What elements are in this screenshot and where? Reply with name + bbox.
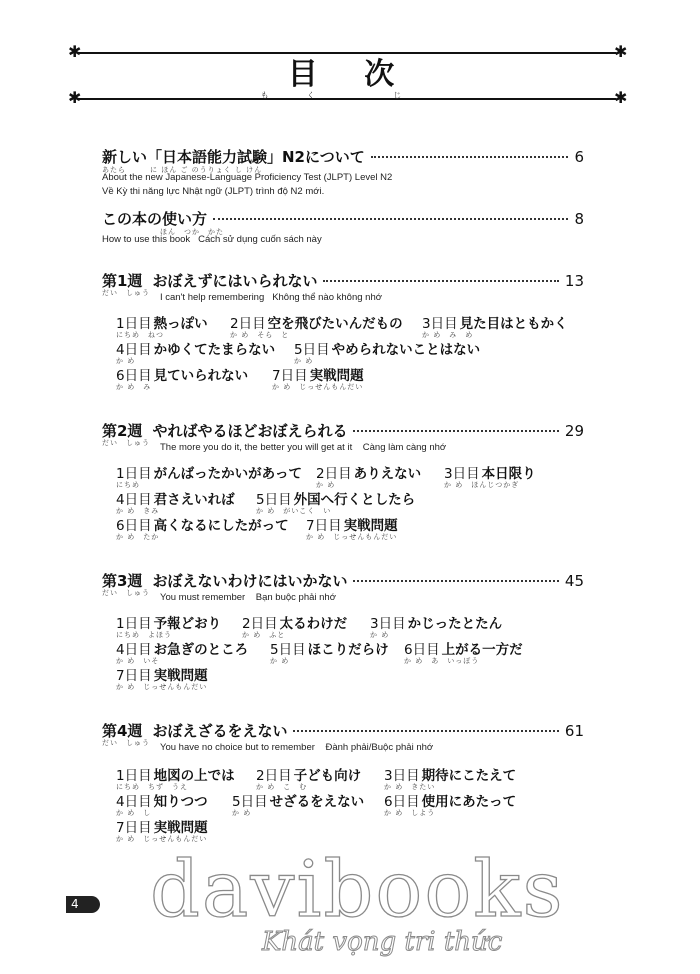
day-ruby: か め たか <box>116 533 160 541</box>
toc-day-item[interactable] <box>384 790 516 810</box>
toc-day-item[interactable] <box>116 612 221 632</box>
toc-day-item[interactable] <box>306 514 398 534</box>
day-ruby: か め み <box>116 383 152 391</box>
leader-dots <box>293 730 558 732</box>
week-subtitle <box>160 742 433 753</box>
day-ruby: か め し <box>116 809 152 817</box>
day-number: 5日目 <box>294 342 330 358</box>
entry-en-vi <box>102 234 322 245</box>
week-subtitle <box>160 442 446 453</box>
star-ornament-icon: ✱ <box>68 42 82 61</box>
day-number: 1日目 <box>116 768 152 784</box>
week-page: 45 <box>564 572 584 590</box>
week-title: やればやるほどおぼえられる <box>152 422 348 440</box>
day-number: 2日目 <box>230 316 266 332</box>
day-title: 地図の上では <box>153 768 235 784</box>
day-ruby: か め じっせんもんだい <box>116 683 208 691</box>
day-number: 1日目 <box>116 616 152 632</box>
week-subtitle <box>160 592 336 603</box>
day-title: ほこりだらけ <box>307 642 389 658</box>
day-number: 7日目 <box>116 668 152 684</box>
day-title: やめられないことはない <box>331 342 481 358</box>
toc-day-item[interactable] <box>242 612 347 632</box>
entry-vi: Về Kỳ thi năng lực Nhật ngữ (JLPT) trình độ N2 mới. <box>102 186 325 197</box>
day-title: 見た目はともかく <box>459 316 568 332</box>
toc-week-1[interactable] <box>102 270 584 291</box>
day-number: 6日目 <box>404 642 440 658</box>
day-ruby: か め ほんじつかぎ <box>444 481 520 489</box>
day-title: 君さえいれば <box>153 492 235 508</box>
day-title: 本日限り <box>481 466 536 482</box>
week-ruby: だい しゅう <box>102 589 150 597</box>
day-ruby: か め <box>116 357 136 365</box>
week-ruby: だい しゅう <box>102 289 150 297</box>
week-subtitle <box>160 292 382 303</box>
week-page: 13 <box>564 272 584 290</box>
toc-day-item[interactable] <box>270 638 389 658</box>
week-ruby: だい しゅう <box>102 439 150 447</box>
week-page: 61 <box>564 722 584 740</box>
day-title: 子ども向け <box>293 768 362 784</box>
day-ruby: にちめ よほう <box>116 631 172 639</box>
entry-title: この本の使い方 <box>102 210 208 228</box>
day-ruby: か め あ いっぽう <box>404 657 480 665</box>
day-ruby: か め <box>370 631 390 639</box>
watermark-tagline: Khát vọng tri thức <box>262 927 503 957</box>
day-title: 実戦問題 <box>153 668 208 684</box>
star-ornament-icon: ✱ <box>614 88 628 107</box>
week-en: You must remember <box>160 592 246 603</box>
day-number: 4日目 <box>116 794 152 810</box>
toc-day-item[interactable] <box>256 488 415 508</box>
day-number: 3日目 <box>422 316 458 332</box>
week-label: 第3週 <box>102 572 143 590</box>
entry-page: 6 <box>574 148 584 166</box>
day-number: 4日目 <box>116 642 152 658</box>
week-en: I can't help remembering <box>160 292 265 303</box>
toc-week-3[interactable] <box>102 570 584 591</box>
toc-day-item[interactable] <box>294 338 480 358</box>
toc-day-item[interactable] <box>116 312 208 332</box>
toc-entry-new-jlpt[interactable] <box>102 146 584 167</box>
day-ruby: か め じっせんもんだい <box>116 835 208 843</box>
entry-en: About the new Japanese-Language Proficiency Test (JLPT) Level N2 <box>102 172 393 183</box>
week-title: おぼえざるをえない <box>152 722 288 740</box>
leader-dots <box>353 430 558 432</box>
entry-ruby: あたら に ほん ご のうりょく し けん <box>102 166 263 174</box>
toc-week-4[interactable] <box>102 720 584 741</box>
day-ruby: か め きたい <box>384 783 436 791</box>
day-number: 3日目 <box>370 616 406 632</box>
day-number: 3日目 <box>384 768 420 784</box>
day-ruby: にちめ <box>116 481 140 489</box>
day-number: 2日目 <box>316 466 352 482</box>
toc-week-2[interactable] <box>102 420 584 441</box>
day-number: 6日目 <box>384 794 420 810</box>
day-title: 実戦問題 <box>309 368 364 384</box>
week-en: You have no choice but to remember <box>160 742 315 753</box>
week-title: おぼえずにはいられない <box>152 272 318 290</box>
week-label: 第1週 <box>102 272 143 290</box>
day-number: 6日目 <box>116 518 152 534</box>
leader-dots <box>213 218 568 220</box>
toc-day-item[interactable] <box>116 488 235 508</box>
day-number: 7日目 <box>306 518 342 534</box>
day-ruby: か め こ む <box>256 783 308 791</box>
leader-dots <box>371 156 569 158</box>
toc-day-item[interactable] <box>370 612 502 632</box>
day-title: 外国へ行くとしたら <box>293 492 416 508</box>
leader-dots <box>353 580 558 582</box>
toc-day-item[interactable] <box>384 764 516 784</box>
day-title: 使用にあたって <box>421 794 517 810</box>
day-ruby: か め そら と <box>230 331 290 339</box>
week-ruby: だい しゅう <box>102 739 150 747</box>
toc-day-item[interactable] <box>116 816 208 836</box>
day-number: 4日目 <box>116 342 152 358</box>
day-title: 上がる一方だ <box>441 642 523 658</box>
day-ruby: か め <box>270 657 290 665</box>
day-title: 知りつつ <box>153 794 208 810</box>
toc-day-item[interactable] <box>232 790 364 810</box>
toc-day-item[interactable] <box>272 364 364 384</box>
toc-entry-how-to-use[interactable] <box>102 208 584 229</box>
day-title: 空を飛びたいんだもの <box>267 316 403 332</box>
day-number: 6日目 <box>116 368 152 384</box>
toc-day-item[interactable] <box>256 764 361 784</box>
day-title: かじったとたん <box>407 616 503 632</box>
day-ruby: か め きみ <box>116 507 160 515</box>
toc-day-item[interactable] <box>316 462 421 482</box>
toc-day-item[interactable] <box>116 764 235 784</box>
day-number: 2日目 <box>256 768 292 784</box>
toc-day-item[interactable] <box>116 790 208 810</box>
toc-day-item[interactable] <box>116 462 302 482</box>
day-number: 3日目 <box>444 466 480 482</box>
day-ruby: か め <box>316 481 336 489</box>
leader-dots <box>323 280 558 282</box>
day-number: 5日目 <box>270 642 306 658</box>
week-vi: Càng làm càng nhớ <box>362 442 447 453</box>
week-vi: Không thể nào không nhớ <box>272 292 382 303</box>
week-en: The more you do it, the better you will get at it <box>160 442 353 453</box>
day-title: 期待にこたえて <box>421 768 517 784</box>
entry-ruby: ほん つか かた <box>160 228 224 236</box>
toc-day-item[interactable] <box>116 664 208 684</box>
day-title: 予報どおり <box>153 616 222 632</box>
day-ruby: にちめ ねつ <box>116 331 164 339</box>
day-title: せざるをえない <box>269 794 365 810</box>
day-title: かゆくてたまらない <box>153 342 276 358</box>
day-ruby: か め ふと <box>242 631 286 639</box>
week-title: おぼえないわけにはいかない <box>152 572 348 590</box>
day-title: 実戦問題 <box>153 820 208 836</box>
day-ruby: か め いそ <box>116 657 160 665</box>
day-ruby: か め じっせんもんだい <box>272 383 364 391</box>
day-number: 2日目 <box>242 616 278 632</box>
day-number: 4日目 <box>116 492 152 508</box>
page-title-ruby: もく じ <box>260 91 440 100</box>
day-title: 太るわけだ <box>279 616 348 632</box>
week-vi: Bạn buộc phải nhớ <box>255 592 336 603</box>
header-top-rule <box>78 52 616 54</box>
day-ruby: か め じっせんもんだい <box>306 533 398 541</box>
toc-day-item[interactable] <box>422 312 568 332</box>
day-number: 1日目 <box>116 466 152 482</box>
day-ruby: か め <box>232 809 252 817</box>
day-ruby: か め <box>294 357 314 365</box>
entry-title: 新しい「日本語能力試験」N2について <box>102 148 365 166</box>
week-label: 第4週 <box>102 722 143 740</box>
toc-day-item[interactable] <box>444 462 536 482</box>
day-number: 7日目 <box>272 368 308 384</box>
day-title: 熱っぽい <box>153 316 208 332</box>
day-title: 高くなるにしたがって <box>153 518 289 534</box>
day-ruby: か め み め <box>422 331 474 339</box>
entry-page: 8 <box>574 210 584 228</box>
week-page: 29 <box>564 422 584 440</box>
day-number: 5日目 <box>232 794 268 810</box>
toc-day-item[interactable] <box>116 338 275 358</box>
day-number: 5日目 <box>256 492 292 508</box>
day-number: 7日目 <box>116 820 152 836</box>
entry-en: How to use this book <box>102 234 191 245</box>
week-label: 第2週 <box>102 422 143 440</box>
watermark-brand: davibooks <box>150 845 565 935</box>
entry-vi: Cách sử dụng cuốn sách này <box>198 234 322 245</box>
day-ruby: か め がいこく い <box>256 507 332 515</box>
day-title: 実戦問題 <box>343 518 398 534</box>
star-ornament-icon: ✱ <box>614 42 628 61</box>
toc-day-item[interactable] <box>230 312 403 332</box>
week-vi: Đành phải/Buộc phải nhớ <box>325 742 434 753</box>
star-ornament-icon: ✱ <box>68 88 82 107</box>
day-title: 見ていられない <box>153 368 249 384</box>
toc-day-item[interactable] <box>116 364 248 384</box>
toc-day-item[interactable] <box>116 638 248 658</box>
day-title: ありえない <box>353 466 422 482</box>
toc-day-item[interactable] <box>116 514 289 534</box>
page-number: 4 <box>66 896 100 913</box>
day-ruby: か め しよう <box>384 809 436 817</box>
day-title: お急ぎのところ <box>153 642 249 658</box>
page-title: 目 次 <box>287 57 413 92</box>
day-ruby: にちめ ちず うえ <box>116 783 188 791</box>
day-number: 1日目 <box>116 316 152 332</box>
toc-day-item[interactable] <box>404 638 523 658</box>
day-title: がんばったかいがあって <box>153 466 302 482</box>
